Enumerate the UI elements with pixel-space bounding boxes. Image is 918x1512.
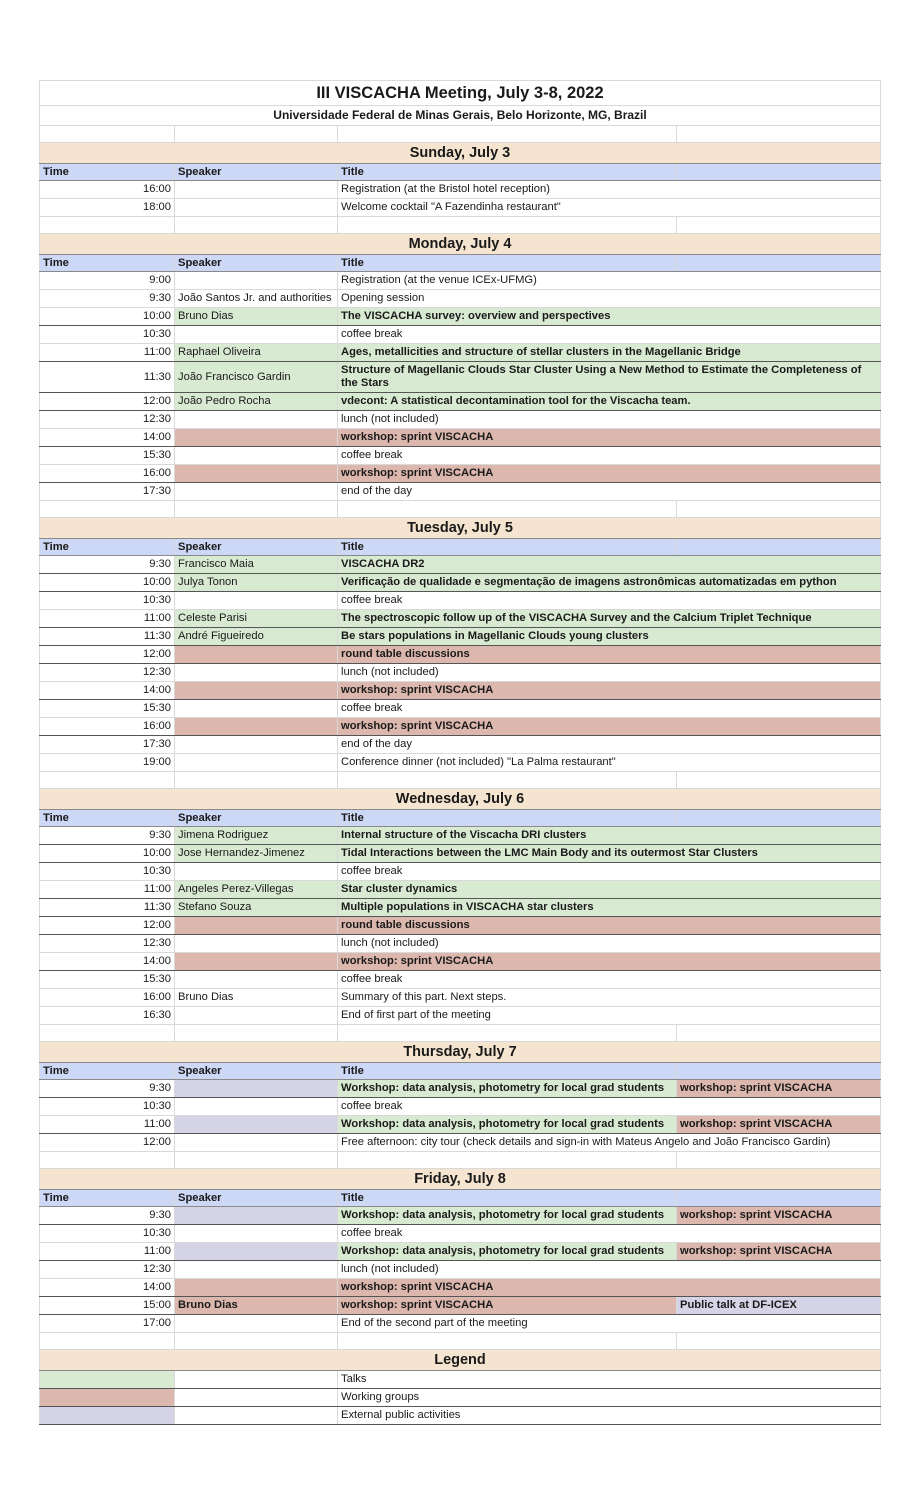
title-cell: coffee break	[338, 447, 881, 465]
speaker-cell: Julya Tonon	[175, 574, 338, 592]
speaker-cell	[175, 863, 338, 881]
speaker-cell	[175, 1315, 338, 1333]
title-cell: VISCACHA DR2	[338, 556, 881, 574]
speaker-cell	[175, 971, 338, 989]
schedule-row	[40, 881, 881, 899]
time-cell: 11:00	[40, 1116, 175, 1134]
title-cell: Registration (at the Bristol hotel reception)	[338, 181, 881, 199]
schedule-row	[40, 971, 881, 989]
speaker-cell	[175, 483, 338, 501]
schedule-row	[40, 1207, 881, 1225]
legend-title: Legend	[40, 1350, 881, 1371]
day-heading-row	[40, 789, 881, 810]
time-cell: 10:30	[40, 326, 175, 344]
schedule-row	[40, 1315, 881, 1333]
schedule-sheet	[39, 80, 880, 1425]
extra-cell: workshop: sprint VISCACHA	[677, 1207, 881, 1225]
time-cell: 10:00	[40, 308, 175, 326]
extra-cell: workshop: sprint VISCACHA	[677, 1243, 881, 1261]
day-heading: Thursday, July 7	[40, 1042, 881, 1063]
title-cell: workshop: sprint VISCACHA	[338, 1297, 677, 1315]
spacer-cell	[175, 501, 338, 518]
time-cell: 16:00	[40, 181, 175, 199]
spacer-row	[40, 1025, 881, 1042]
schedule-row	[40, 827, 881, 845]
title-cell: Multiple populations in VISCACHA star clusters	[338, 899, 881, 917]
spacer-cell	[175, 217, 338, 234]
spacer-cell	[40, 1152, 175, 1169]
schedule-row	[40, 718, 881, 736]
title-cell: end of the day	[338, 736, 881, 754]
column-header-row	[40, 164, 881, 181]
time-cell: 12:00	[40, 1134, 175, 1152]
title-cell: workshop: sprint VISCACHA	[338, 465, 881, 483]
header-title: Title	[338, 1190, 677, 1207]
schedule-row	[40, 1080, 881, 1098]
legend-empty	[175, 1407, 338, 1425]
schedule-row	[40, 483, 881, 501]
day-heading: Wednesday, July 6	[40, 789, 881, 810]
time-cell: 10:30	[40, 1098, 175, 1116]
header-time: Time	[40, 539, 175, 556]
time-cell: 12:00	[40, 646, 175, 664]
title-cell: coffee break	[338, 326, 881, 344]
time-cell: 10:00	[40, 845, 175, 863]
spacer-cell	[40, 772, 175, 789]
spacer-cell	[677, 772, 881, 789]
title-cell: Workshop: data analysis, photometry for local grad students	[338, 1207, 677, 1225]
time-cell: 12:30	[40, 664, 175, 682]
speaker-cell: Jose Hernandez-Jimenez	[175, 845, 338, 863]
spacer-cell	[338, 1152, 677, 1169]
legend-empty	[175, 1371, 338, 1389]
schedule-row	[40, 1297, 881, 1315]
title-cell: Registration (at the venue ICEx-UFMG)	[338, 272, 881, 290]
legend-swatch	[40, 1389, 175, 1407]
spacer-row	[40, 1152, 881, 1169]
time-cell: 11:00	[40, 344, 175, 362]
extra-cell: workshop: sprint VISCACHA	[677, 1116, 881, 1134]
speaker-cell	[175, 411, 338, 429]
time-cell: 11:30	[40, 362, 175, 393]
time-cell: 15:30	[40, 700, 175, 718]
title-cell: Welcome cocktail "A Fazendinha restaurant"	[338, 199, 881, 217]
schedule-row	[40, 1243, 881, 1261]
schedule-row	[40, 1007, 881, 1025]
title-cell: The VISCACHA survey: overview and perspectives	[338, 308, 881, 326]
time-cell: 12:00	[40, 393, 175, 411]
time-cell: 10:30	[40, 592, 175, 610]
schedule-row	[40, 308, 881, 326]
spacer-cell	[338, 1025, 677, 1042]
schedule-row	[40, 1134, 881, 1152]
spacer-cell	[677, 1025, 881, 1042]
title-cell: Internal structure of the Viscacha DRI clusters	[338, 827, 881, 845]
day-heading-row	[40, 1042, 881, 1063]
speaker-cell	[175, 429, 338, 447]
schedule-table	[39, 80, 881, 1425]
speaker-cell: Bruno Dias	[175, 1297, 338, 1315]
time-cell: 11:00	[40, 1243, 175, 1261]
header-extra	[677, 810, 881, 827]
spacer-row	[40, 126, 881, 143]
title-cell: coffee break	[338, 971, 881, 989]
title-cell: End of first part of the meeting	[338, 1007, 881, 1025]
meeting-subtitle: Universidade Federal de Minas Gerais, Belo Horizonte, MG, Brazil	[40, 106, 881, 126]
schedule-row	[40, 181, 881, 199]
legend-row	[40, 1371, 881, 1389]
schedule-row	[40, 326, 881, 344]
title-cell: coffee break	[338, 1225, 881, 1243]
speaker-cell	[175, 181, 338, 199]
time-cell: 14:00	[40, 1279, 175, 1297]
schedule-row	[40, 411, 881, 429]
speaker-cell	[175, 1116, 338, 1134]
title-cell: Free afternoon: city tour (check details and sign-in with Mateus Angelo and João Francisco Gardin)	[338, 1134, 881, 1152]
speaker-cell	[175, 1207, 338, 1225]
schedule-row	[40, 700, 881, 718]
schedule-row	[40, 344, 881, 362]
speaker-cell: Raphael Oliveira	[175, 344, 338, 362]
column-header-row	[40, 1190, 881, 1207]
day-heading: Monday, July 4	[40, 234, 881, 255]
header-speaker: Speaker	[175, 1190, 338, 1207]
schedule-row	[40, 1261, 881, 1279]
column-header-row	[40, 255, 881, 272]
header-extra	[677, 164, 881, 181]
speaker-cell: Celeste Parisi	[175, 610, 338, 628]
spacer-cell	[175, 1333, 338, 1350]
speaker-cell	[175, 1279, 338, 1297]
time-cell: 16:00	[40, 465, 175, 483]
time-cell: 12:00	[40, 917, 175, 935]
schedule-row	[40, 1098, 881, 1116]
time-cell: 11:00	[40, 610, 175, 628]
schedule-row	[40, 290, 881, 308]
speaker-cell	[175, 447, 338, 465]
column-header-row	[40, 810, 881, 827]
time-cell: 15:30	[40, 447, 175, 465]
time-cell: 17:30	[40, 483, 175, 501]
spacer-cell	[338, 217, 677, 234]
title-cell: lunch (not included)	[338, 411, 881, 429]
schedule-row	[40, 935, 881, 953]
speaker-cell	[175, 953, 338, 971]
title-cell: vdecont: A statistical decontamination tool for the Viscacha team.	[338, 393, 881, 411]
speaker-cell: João Pedro Rocha	[175, 393, 338, 411]
legend-swatch	[40, 1407, 175, 1425]
header-speaker: Speaker	[175, 1063, 338, 1080]
speaker-cell	[175, 917, 338, 935]
schedule-row	[40, 465, 881, 483]
speaker-cell: Bruno Dias	[175, 308, 338, 326]
time-cell: 19:00	[40, 754, 175, 772]
spacer-cell	[338, 1333, 677, 1350]
spacer-cell	[677, 1333, 881, 1350]
speaker-cell: André Figueiredo	[175, 628, 338, 646]
day-heading-row	[40, 234, 881, 255]
time-cell: 14:00	[40, 682, 175, 700]
header-title: Title	[338, 810, 677, 827]
speaker-cell: João Francisco Gardin	[175, 362, 338, 393]
time-cell: 9:30	[40, 1080, 175, 1098]
schedule-row	[40, 736, 881, 754]
spacer-cell	[677, 217, 881, 234]
schedule-row	[40, 362, 881, 393]
title-cell: coffee break	[338, 1098, 881, 1116]
header-title: Title	[338, 255, 677, 272]
time-cell: 9:30	[40, 556, 175, 574]
speaker-cell	[175, 1007, 338, 1025]
header-time: Time	[40, 1190, 175, 1207]
title-cell: round table discussions	[338, 646, 881, 664]
title-row	[40, 81, 881, 106]
subtitle-row	[40, 106, 881, 126]
speaker-cell	[175, 1243, 338, 1261]
header-time: Time	[40, 164, 175, 181]
title-cell: Summary of this part. Next steps.	[338, 989, 881, 1007]
title-cell: workshop: sprint VISCACHA	[338, 682, 881, 700]
schedule-row	[40, 1116, 881, 1134]
spacer-row	[40, 217, 881, 234]
speaker-cell	[175, 736, 338, 754]
schedule-row	[40, 429, 881, 447]
header-speaker: Speaker	[175, 164, 338, 181]
meeting-title: III VISCACHA Meeting, July 3-8, 2022	[40, 81, 881, 106]
time-cell: 9:30	[40, 827, 175, 845]
schedule-row	[40, 1279, 881, 1297]
title-cell: Conference dinner (not included) "La Palma restaurant"	[338, 754, 881, 772]
time-cell: 17:00	[40, 1315, 175, 1333]
extra-cell: Public talk at DF-ICEX	[677, 1297, 881, 1315]
schedule-row	[40, 610, 881, 628]
legend-label: Working groups	[338, 1389, 881, 1407]
time-cell: 15:00	[40, 1297, 175, 1315]
title-cell: coffee break	[338, 700, 881, 718]
time-cell: 12:30	[40, 1261, 175, 1279]
time-cell: 9:30	[40, 1207, 175, 1225]
title-cell: workshop: sprint VISCACHA	[338, 718, 881, 736]
spacer-cell	[338, 501, 677, 518]
day-heading-row	[40, 143, 881, 164]
header-time: Time	[40, 1063, 175, 1080]
header-speaker: Speaker	[175, 255, 338, 272]
header-title: Title	[338, 164, 677, 181]
schedule-row	[40, 199, 881, 217]
schedule-row	[40, 1225, 881, 1243]
spacer-row	[40, 1333, 881, 1350]
speaker-cell	[175, 1261, 338, 1279]
time-cell: 14:00	[40, 953, 175, 971]
legend-label: Talks	[338, 1371, 881, 1389]
time-cell: 16:00	[40, 989, 175, 1007]
schedule-row	[40, 953, 881, 971]
speaker-cell: Jimena Rodriguez	[175, 827, 338, 845]
title-cell: End of the second part of the meeting	[338, 1315, 881, 1333]
time-cell: 18:00	[40, 199, 175, 217]
speaker-cell	[175, 718, 338, 736]
title-cell: coffee break	[338, 592, 881, 610]
time-cell: 15:30	[40, 971, 175, 989]
spacer-cell	[40, 501, 175, 518]
header-title: Title	[338, 1063, 677, 1080]
title-cell: lunch (not included)	[338, 1261, 881, 1279]
speaker-cell	[175, 1134, 338, 1152]
title-cell: workshop: sprint VISCACHA	[338, 1279, 881, 1297]
speaker-cell	[175, 664, 338, 682]
schedule-row	[40, 682, 881, 700]
schedule-row	[40, 447, 881, 465]
day-heading: Friday, July 8	[40, 1169, 881, 1190]
column-header-row	[40, 539, 881, 556]
title-cell: lunch (not included)	[338, 935, 881, 953]
speaker-cell: Francisco Maia	[175, 556, 338, 574]
day-heading: Tuesday, July 5	[40, 518, 881, 539]
title-cell: workshop: sprint VISCACHA	[338, 429, 881, 447]
legend-empty	[175, 1389, 338, 1407]
header-extra	[677, 1190, 881, 1207]
speaker-cell	[175, 1098, 338, 1116]
legend-label: External public activities	[338, 1407, 881, 1425]
title-cell: Verificação de qualidade e segmentação de imagens astronômicas automatizadas em python	[338, 574, 881, 592]
schedule-body	[40, 81, 881, 1425]
title-cell: Workshop: data analysis, photometry for local grad students	[338, 1243, 677, 1261]
header-extra	[677, 1063, 881, 1080]
schedule-row	[40, 989, 881, 1007]
spacer-row	[40, 501, 881, 518]
speaker-cell: Angeles Perez-Villegas	[175, 881, 338, 899]
title-cell: Workshop: data analysis, photometry for local grad students	[338, 1116, 677, 1134]
title-cell: round table discussions	[338, 917, 881, 935]
speaker-cell	[175, 682, 338, 700]
title-cell: Opening session	[338, 290, 881, 308]
title-cell: Ages, metallicities and structure of stellar clusters in the Magellanic Bridge	[338, 344, 881, 362]
schedule-row	[40, 592, 881, 610]
speaker-cell	[175, 700, 338, 718]
speaker-cell	[175, 592, 338, 610]
title-cell: workshop: sprint VISCACHA	[338, 953, 881, 971]
speaker-cell: Bruno Dias	[175, 989, 338, 1007]
speaker-cell	[175, 646, 338, 664]
header-time: Time	[40, 255, 175, 272]
speaker-cell	[175, 199, 338, 217]
title-cell: lunch (not included)	[338, 664, 881, 682]
speaker-cell	[175, 1225, 338, 1243]
title-cell: end of the day	[338, 483, 881, 501]
time-cell: 11:30	[40, 628, 175, 646]
time-cell: 11:00	[40, 881, 175, 899]
header-time: Time	[40, 810, 175, 827]
title-cell: Star cluster dynamics	[338, 881, 881, 899]
legend-row	[40, 1407, 881, 1425]
title-cell: The spectroscopic follow up of the VISCACHA Survey and the Calcium Triplet Technique	[338, 610, 881, 628]
spacer-cell	[40, 217, 175, 234]
legend-row	[40, 1389, 881, 1407]
spacer-cell	[175, 772, 338, 789]
header-speaker: Speaker	[175, 539, 338, 556]
time-cell: 12:30	[40, 935, 175, 953]
speaker-cell: João Santos Jr. and authorities	[175, 290, 338, 308]
spacer-cell	[175, 1152, 338, 1169]
column-header-row	[40, 1063, 881, 1080]
header-extra	[677, 539, 881, 556]
time-cell: 9:30	[40, 290, 175, 308]
time-cell: 12:30	[40, 411, 175, 429]
speaker-cell	[175, 754, 338, 772]
spacer-row	[40, 772, 881, 789]
schedule-row	[40, 628, 881, 646]
title-cell: coffee break	[338, 863, 881, 881]
schedule-row	[40, 272, 881, 290]
schedule-row	[40, 646, 881, 664]
schedule-row	[40, 899, 881, 917]
schedule-row	[40, 393, 881, 411]
day-heading-row	[40, 518, 881, 539]
time-cell: 16:00	[40, 718, 175, 736]
time-cell: 10:00	[40, 574, 175, 592]
spacer-cell	[677, 1152, 881, 1169]
time-cell: 11:30	[40, 899, 175, 917]
spacer-cell	[40, 1333, 175, 1350]
time-cell: 10:30	[40, 1225, 175, 1243]
speaker-cell	[175, 935, 338, 953]
speaker-cell	[175, 272, 338, 290]
day-heading: Sunday, July 3	[40, 143, 881, 164]
header-speaker: Speaker	[175, 810, 338, 827]
schedule-row	[40, 664, 881, 682]
time-cell: 17:30	[40, 736, 175, 754]
schedule-row	[40, 574, 881, 592]
speaker-cell: Stefano Souza	[175, 899, 338, 917]
schedule-row	[40, 556, 881, 574]
speaker-cell	[175, 326, 338, 344]
title-cell: Tidal Interactions between the LMC Main Body and its outermost Star Clusters	[338, 845, 881, 863]
schedule-row	[40, 917, 881, 935]
speaker-cell	[175, 465, 338, 483]
time-cell: 10:30	[40, 863, 175, 881]
time-cell: 14:00	[40, 429, 175, 447]
spacer-cell	[40, 1025, 175, 1042]
time-cell: 9:00	[40, 272, 175, 290]
header-title: Title	[338, 539, 677, 556]
spacer-cell	[677, 501, 881, 518]
time-cell: 16:30	[40, 1007, 175, 1025]
legend-swatch	[40, 1371, 175, 1389]
legend-heading-row	[40, 1350, 881, 1371]
schedule-row	[40, 754, 881, 772]
schedule-row	[40, 863, 881, 881]
extra-cell: workshop: sprint VISCACHA	[677, 1080, 881, 1098]
day-heading-row	[40, 1169, 881, 1190]
speaker-cell	[175, 1080, 338, 1098]
spacer-cell	[175, 1025, 338, 1042]
title-cell: Be stars populations in Magellanic Clouds young clusters	[338, 628, 881, 646]
spacer-cell	[338, 772, 677, 789]
header-extra	[677, 255, 881, 272]
schedule-row	[40, 845, 881, 863]
title-cell: Workshop: data analysis, photometry for local grad students	[338, 1080, 677, 1098]
title-cell: Structure of Magellanic Clouds Star Cluster Using a New Method to Estimate the Completeness of the Stars	[338, 362, 881, 393]
